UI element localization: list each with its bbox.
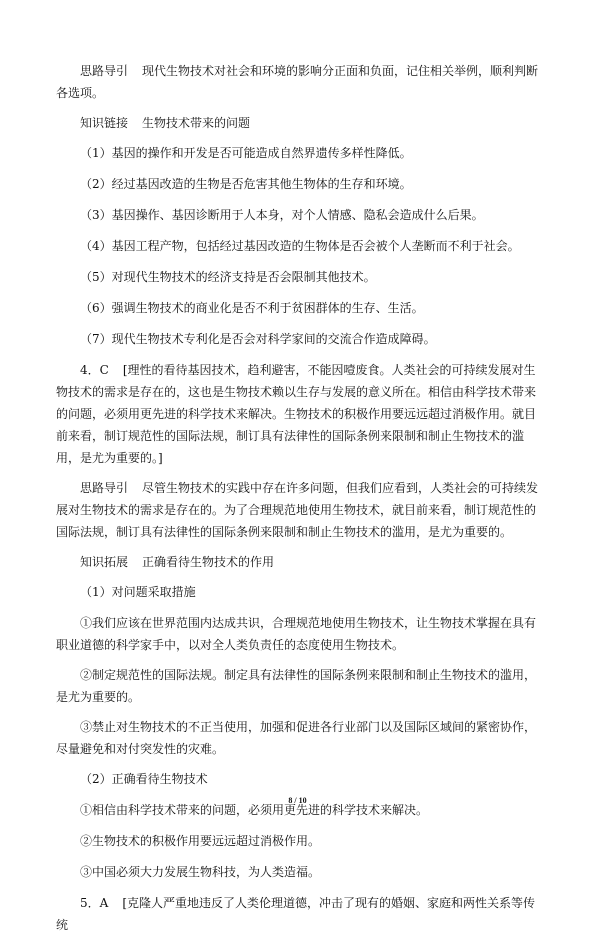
thinking-guide-text: 尽管生物技术的实践中存在许多问题，但我们应看到，人类社会的可持续发展对生物技术的需求是存在的。为了合理规范地使用生物技术，就目前来看，制订规范性的国际法规，制订具有法律性的国际条例来限制和制止生物技术的滥用，是尤为重要的。 xyxy=(56,481,539,539)
list-item: （2）经过基因改造的生物是否危害其他生物体的生存和环境。 xyxy=(80,177,412,191)
answer-4 xyxy=(56,359,542,469)
list-item: ②制定规范性的国际法规。制定具有法律性的国际条例来限制和制止生物技术的滥用，是尤为重要的。 xyxy=(56,668,537,704)
knowledge-extension-heading xyxy=(56,551,542,573)
list-item: （6）强调生物技术的商业化是否不利于贫困群体的生存、生活。 xyxy=(80,301,424,315)
thinking-guide-1 xyxy=(56,60,542,104)
list-item: ③禁止对生物技术的不正当使用，加强和促进各行业部门以及国际区域间的紧密协作，尽量避免和对付突发性的灾难。 xyxy=(56,720,537,756)
document-body xyxy=(56,60,542,944)
thinking-guide-label: 思路导引 xyxy=(80,481,129,495)
list-item: （7）现代生物技术专利化是否会对科学家间的交流合作造成障碍。 xyxy=(80,332,436,346)
knowledge-extension-label: 知识拓展 xyxy=(80,555,129,569)
answer-4-number: 4．C xyxy=(80,363,109,377)
page-number: 8 / 10 xyxy=(288,796,307,805)
thinking-guide-label: 思路导引 xyxy=(80,64,129,78)
thinking-guide-2 xyxy=(56,477,542,543)
list-item: ①我们应该在世界范围内达成共识，合理规范地使用生物技术，让生物技术掌握在具有职业道德的科学家手中，以对全人类负责任的态度使用生物技术。 xyxy=(56,616,537,652)
list-item: ③中国必须大力发展生物科技，为人类造福。 xyxy=(80,865,321,879)
knowledge-link-label: 知识链接 xyxy=(80,116,129,130)
knowledge-extension-title: 正确看待生物技术的作用 xyxy=(142,555,275,569)
answer-5 xyxy=(56,892,542,936)
list-item: ①相信由科学技术带来的问题，必须用更先进的科学技术来解决。 xyxy=(80,803,429,817)
subheading: （1）对问题采取措施 xyxy=(80,585,196,599)
answer-5-explanation: [克隆人严重地违反了人类伦理道德，冲击了现有的婚姻、家庭和两性关系等传统 xyxy=(56,896,535,932)
knowledge-link-heading xyxy=(56,112,542,134)
knowledge-link-title: 生物技术带来的问题 xyxy=(142,116,251,130)
list-item: （3）基因操作、基因诊断用于人本身，对个人情感、隐私会造成什么后果。 xyxy=(80,208,484,222)
list-item: （5）对现代生物技术的经济支持是否会限制其他技术。 xyxy=(80,270,376,284)
list-item: ②生物技术的积极作用要远远超过消极作用。 xyxy=(80,834,321,848)
subheading: （2）正确看待生物技术 xyxy=(80,772,208,786)
list-item: （1）基因的操作和开发是否可能造成自然界遗传多样性降低。 xyxy=(80,146,412,160)
list-item: （4）基因工程产物，包括经过基因改造的生物体是否会被个人垄断而不利于社会。 xyxy=(80,239,520,253)
thinking-guide-text: 现代生物技术对社会和环境的影响分正面和负面，记住相关举例，顺利判断各选项。 xyxy=(56,64,539,100)
answer-5-number: 5．A xyxy=(80,896,109,910)
answer-4-explanation: [理性的看待基因技术，趋利避害，不能因噎废食。人类社会的可持续发展对生物技术的需求是存在的，这也是生物技术赖以生存与发展的意义所在。相信由科学技术带来的问题，必须用更先进的科学技术来解决。生物技术的积极作用要远远超过消极作用。就目前来看，制订规范性的国际法规，制订具有法律性的国际条例来限制和制止生物技术的滥用，是尤为重要的。] xyxy=(56,363,537,465)
